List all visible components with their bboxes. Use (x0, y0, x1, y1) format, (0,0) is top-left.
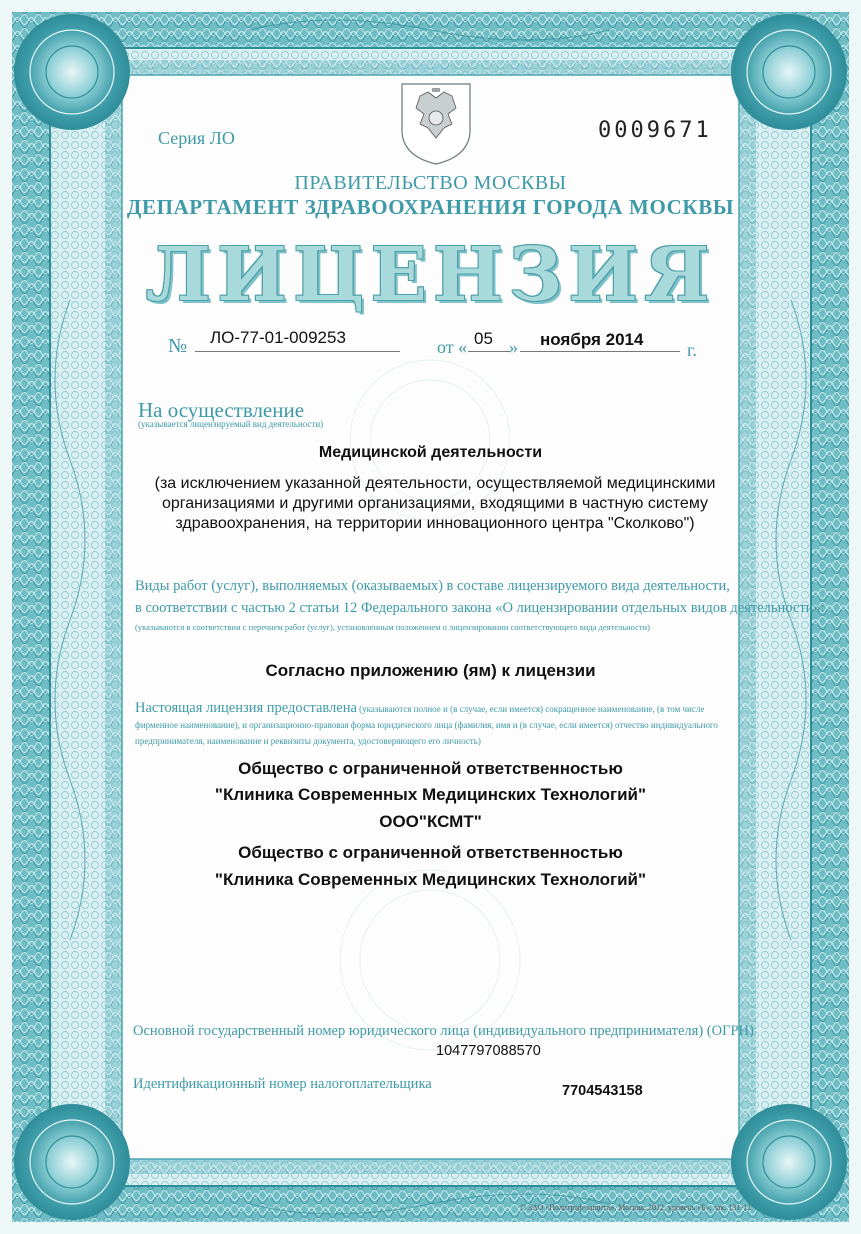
document-title: ЛИЦЕНЗИЯ (145, 232, 716, 318)
coat-of-arms-icon (398, 80, 474, 166)
series-label: Серия ЛО (158, 128, 235, 148)
ogrn-value: 1047797088570 (436, 1043, 541, 1059)
activity-hint: (указывается лицензируемый вид деятельности) (138, 419, 324, 429)
inn-label: Идентификационный номер налогоплательщика (133, 1076, 432, 1092)
granted-hint: (указываются полное и (в случае, если имеется) сокращенное наименование, (в том числе фирменное наименование), и организационно-правовая форма юридического лица (фамилия, имя и (в случае, если имеется) отчество индивидуального предпринимателя, наименование и реквизиты документа, удостоверяющего его личность) (135, 704, 718, 746)
date-quote-close: » (509, 337, 518, 357)
license-day: 05 (474, 329, 493, 348)
org-line: "Клиника Современных Медицинских Технологий" (214, 785, 647, 804)
printer-copyright: © ЗАО «Полиграф-защита», Москва, 2012, уровень «Б», зак. 131-12 (520, 1203, 752, 1212)
day-underline (468, 351, 510, 352)
org-line: ООО"КСМТ" (379, 812, 482, 831)
works-label-line2: в соответствии с частью 2 статьи 12 Федерального закона «О лицензировании отдельных видов деятельности»: (135, 600, 825, 616)
license-month-year: ноября 2014 (540, 330, 644, 349)
government-name: ПРАВИТЕЛЬСТВО МОСКВЫ (294, 172, 567, 194)
month-underline (520, 351, 680, 352)
inn-value: 7704543158 (562, 1083, 643, 1099)
number-underline (195, 351, 400, 352)
license-number: ЛО-77-01-009253 (210, 328, 346, 347)
ogrn-label: Основной государственный номер юридического лица (индивидуального предпринимателя) (ОГРН) (133, 1023, 754, 1039)
activity-exclusion: (за исключением указанной деятельности, осуществляемой медицинскими организациями и другими организациями, входящими в частную систему здравоохранения, на территории инновационного центра "Сколково") (154, 475, 716, 532)
org-line: Общество с ограниченной ответственностью (238, 759, 623, 778)
granted-block (135, 700, 735, 749)
date-from-label: от « (437, 337, 468, 357)
activity-value: Медицинской деятельности (318, 444, 543, 461)
works-value: Согласно приложению (ям) к лицензии (265, 661, 596, 680)
works-label-line1: Виды работ (услуг), выполняемых (оказываемых) в составе лицензируемого вида деятельности, (135, 578, 730, 594)
department-name: ДЕПАРТАМЕНТ ЗДРАВООХРАНЕНИЯ ГОРОДА МОСКВЫ (126, 195, 735, 219)
org-line: Общество с ограниченной ответственностью (238, 843, 623, 862)
activity-label: На осуществление (138, 398, 305, 422)
number-sign: № (168, 335, 188, 357)
serial-number: 0009671 (598, 118, 712, 143)
year-suffix: г. (687, 340, 697, 360)
granted-label: Настоящая лицензия предоставлена (135, 700, 357, 716)
works-note: (указываются в соответствии с перечнем работ (услуг), установленным положением о лицензировании соответствующего вида деятельности) (135, 622, 651, 632)
org-line: "Клиника Современных Медицинских Технологий" (214, 870, 647, 889)
